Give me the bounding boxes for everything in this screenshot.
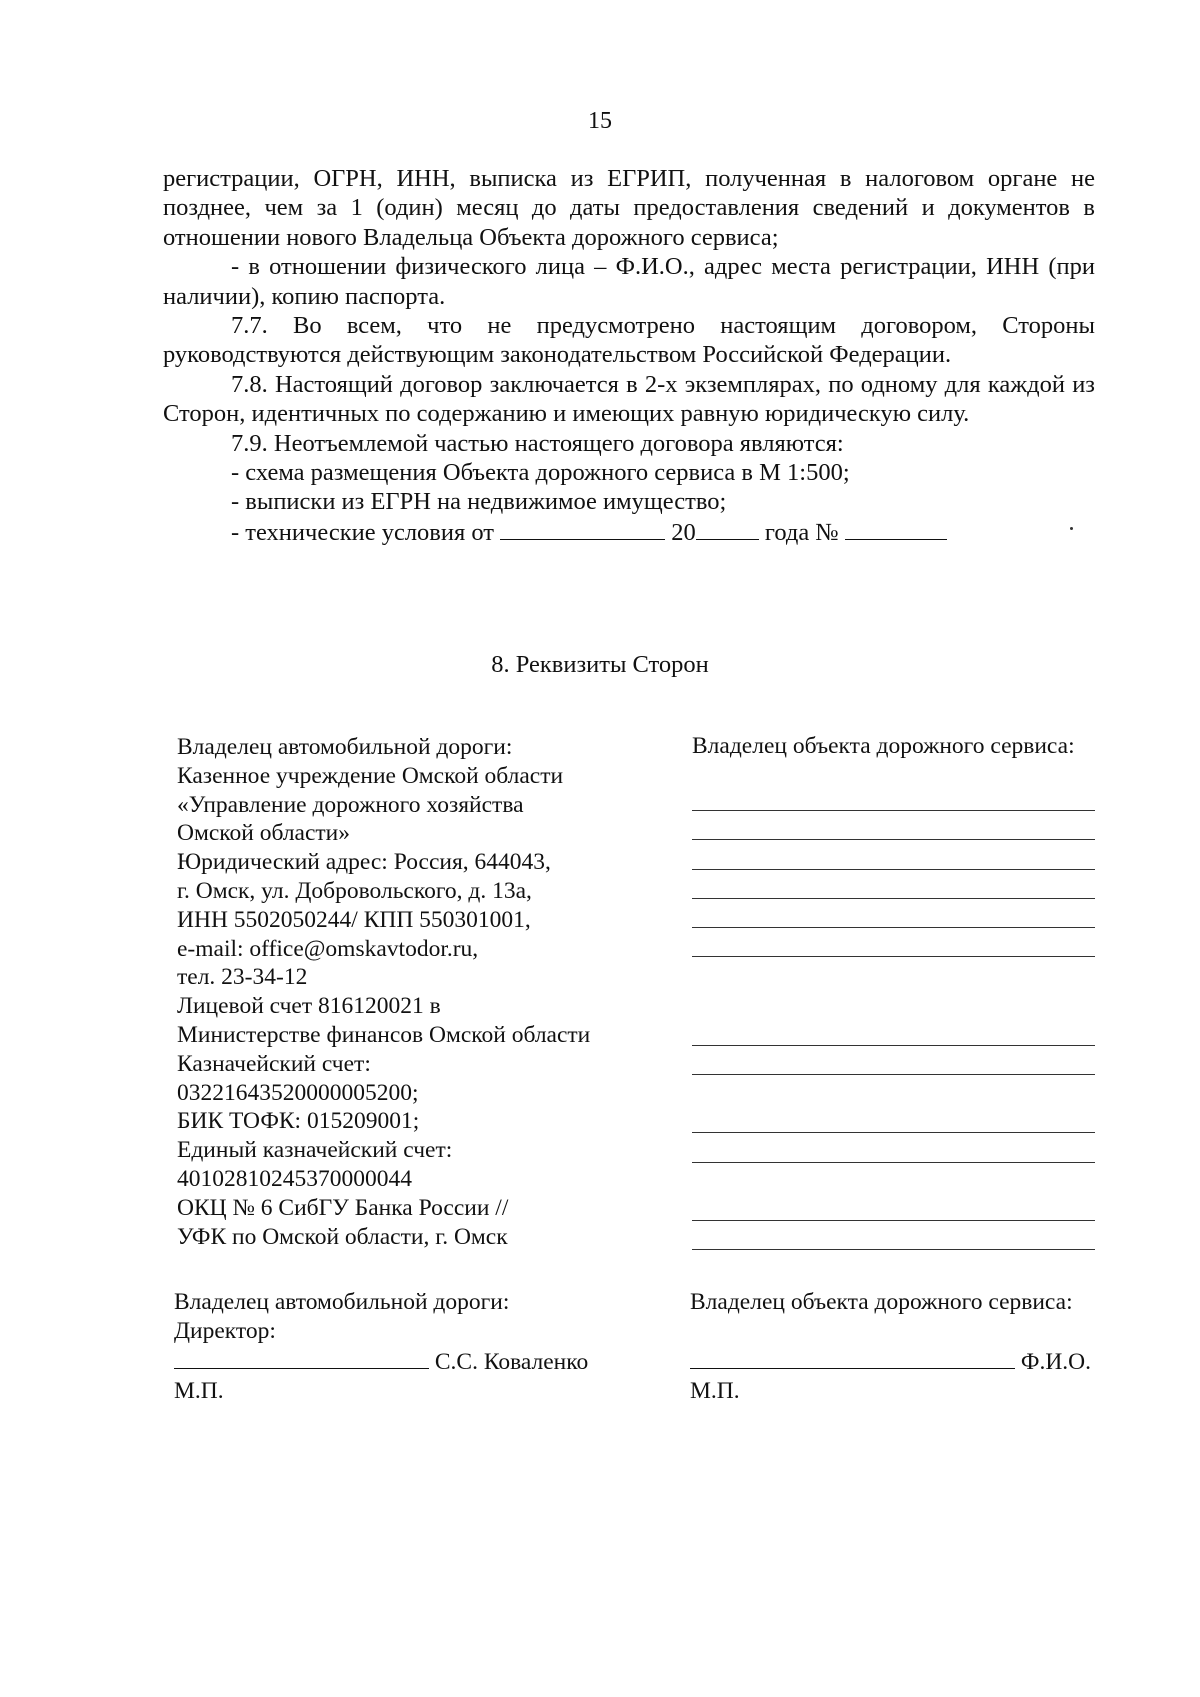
requisite-line: Юридический адрес: Россия, 644043, xyxy=(177,849,551,876)
contract-body xyxy=(163,164,1095,547)
signature-line-row xyxy=(174,1346,588,1377)
signatory-name: С.С. Коваленко xyxy=(434,1349,589,1375)
scan-speck xyxy=(1070,527,1073,530)
requisite-line: «Управление дорожного хозяйства xyxy=(177,791,524,818)
requisite-line: Министерстве финансов Омской области xyxy=(177,1021,591,1048)
list-item-egrn: - выписки из ЕГРН на недвижимое имущество; xyxy=(231,488,727,516)
requisite-line: 40102810245370000044 xyxy=(177,1165,412,1192)
fill-line xyxy=(692,1220,1095,1221)
requisite-line: Владелец автомобильной дороги: xyxy=(177,734,513,760)
requisite-line: Единый казначейский счет: xyxy=(177,1137,453,1164)
requisite-line: 03221643520000005200; xyxy=(177,1079,419,1106)
number-blank xyxy=(845,517,947,540)
requisite-line: Омской области» xyxy=(177,820,351,847)
fill-line xyxy=(692,810,1095,811)
list-item-technical-conditions xyxy=(163,517,1095,547)
fill-line xyxy=(692,869,1095,870)
signature-owner-label: Владелец объекта дорожного сервиса: xyxy=(690,1289,1073,1315)
requisite-line: e-mail: office@omskavtodor.ru, xyxy=(177,935,479,962)
requisite-line: Лицевой счет 816120021 в xyxy=(177,993,441,1020)
signatory-name: Ф.И.О. xyxy=(1020,1349,1092,1375)
requisite-line: тел. 23-34-12 xyxy=(177,964,308,991)
signature-blank xyxy=(690,1346,1015,1369)
requisite-line: УФК по Омской области, г. Омск xyxy=(177,1223,508,1250)
signature-position: Директор: xyxy=(174,1318,276,1344)
fill-line xyxy=(692,1162,1095,1163)
year-blank xyxy=(696,517,759,540)
requisite-line: ИНН 5502050244/ КПП 550301001, xyxy=(177,906,531,933)
requisite-line: ОКЦ № 6 СибГУ Банка России // xyxy=(177,1194,509,1221)
paragraph-individual: - в отношении физического лица – Ф.И.О., адрес места регистрации, ИНН (при наличии), копию паспорта. xyxy=(163,253,1095,310)
fill-line xyxy=(692,1045,1095,1046)
paragraph-registration: регистрации, ОГРН, ИНН, выписка из ЕГРИП, полученная в налоговом органе не позднее, чем за 1 (один) месяц до даты предоставления сведений и документов в отношении нового Владельца Объекта дорожного сервиса; xyxy=(163,165,1095,251)
fill-line xyxy=(692,1132,1095,1133)
signature-line-row xyxy=(690,1346,1091,1377)
list-item-scheme: - схема размещения Объекта дорожного сервиса в М 1:500; xyxy=(231,459,850,487)
clause-7-7: 7.7. Во всем, что не предусмотрено настоящим договором, Стороны руководствуются действующим законодательством Российской Федерации. xyxy=(163,312,1095,369)
seal-mark: М.П. xyxy=(174,1378,224,1404)
fill-line xyxy=(692,839,1095,840)
requisite-line: Казначейский счет: xyxy=(177,1050,371,1077)
tech-conditions-label: - технические условия от xyxy=(231,518,495,546)
page-number: 15 xyxy=(588,108,612,134)
signature-blank xyxy=(174,1346,429,1369)
clause-7-8: 7.8. Настоящий договор заключается в 2-х экземплярах, по одному для каждой из Сторон, идентичных по содержанию и имеющих равную юридическую силу. xyxy=(163,370,1095,428)
service-owner-title: Владелец объекта дорожного сервиса: xyxy=(692,733,1075,759)
number-label: года № xyxy=(764,518,839,546)
seal-mark: М.П. xyxy=(690,1378,740,1404)
fill-line xyxy=(692,898,1095,899)
fill-line xyxy=(692,956,1095,957)
year-prefix: 20 xyxy=(671,518,696,546)
road-owner-requisites xyxy=(177,733,647,1251)
requisite-line: БИК ТОФК: 015209001; xyxy=(177,1108,420,1135)
date-blank xyxy=(500,517,665,540)
clause-7-9: 7.9. Неотъемлемой частью настоящего договора являются: xyxy=(231,429,844,457)
signature-spacer xyxy=(690,1317,1091,1346)
road-owner-signature-block xyxy=(174,1288,588,1406)
requisite-line: Казенное учреждение Омской области xyxy=(177,762,564,789)
fill-line xyxy=(692,1074,1095,1075)
fill-line xyxy=(692,1249,1095,1250)
requisite-line: г. Омск, ул. Добровольского, д. 13а, xyxy=(177,877,532,904)
signature-owner-label: Владелец автомобильной дороги: xyxy=(174,1289,510,1315)
section-title: 8. Реквизиты Сторон xyxy=(491,651,709,678)
fill-line xyxy=(692,927,1095,928)
service-owner-signature-block xyxy=(690,1288,1091,1406)
